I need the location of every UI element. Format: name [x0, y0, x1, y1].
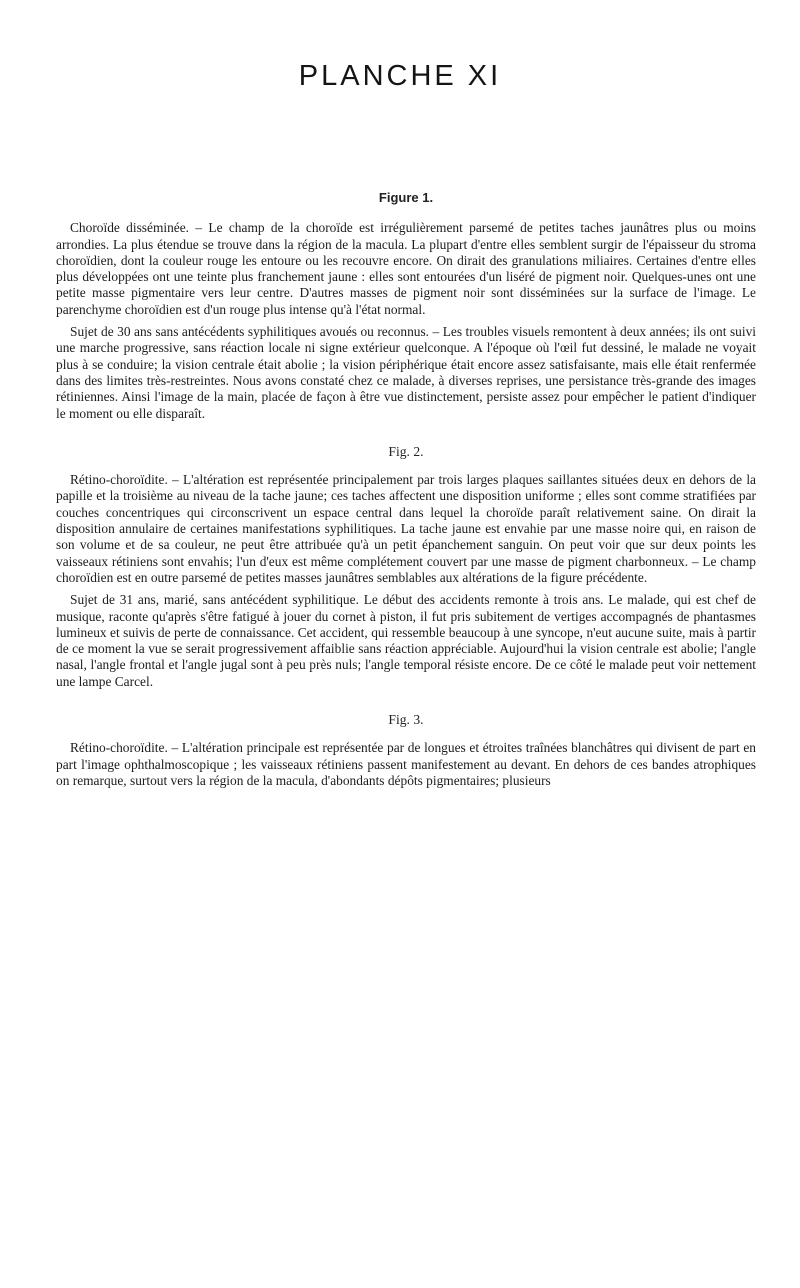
- figure-2-heading: Fig. 2.: [388, 443, 424, 459]
- plate-title: PLANCHE XI: [298, 60, 502, 92]
- figure-3-section: [56, 712, 756, 789]
- section-spacer: [56, 696, 756, 712]
- figure-1-heading: Figure 1.: [378, 190, 434, 205]
- figure-2-case-history: Sujet de 31 ans, marié, sans antécédent syphilitique. Le début des accidents remonte à trois ans. Le malade, qui est chef de musique, raconte qu'après s'être fatigué à jouer du cornet à piston, il fut pris subitement de vertiges accompagnés de phantasmes lumineux et suivis de perte de connaissance. Cet accident, qui ressemble beaucoup à une syncope, n'eut aucune suite, mais à partir de ce moment la vue se serait progressivement affaiblie sans réaction appréciable. Aujourd'hui la vision centrale est abolie; l'angle nasal, l'angle frontal et l'angle jugal sont à peu près nuls; l'angle temporal résiste encore. De ce côté le malade peut voir nettement une lampe Carcel.: [56, 592, 756, 689]
- section-spacer: [56, 428, 756, 444]
- figure-3-heading: Fig. 3.: [388, 712, 424, 728]
- figure-2-description: Rétino-choroïdite. – L'altération est représentée principalement par trois larges plaques saillantes situées deux en dehors de la papille et la troisième au niveau de la tache jaune; ces taches affectent une disposition uniforme ; elles sont comme stratifiées par couches concentriques qui circonscrivent un espace central dans lequel la choroïde paraît relativement saine. On dirait la disposition annulaire de certaines manifestations syphilitiques. La tache jaune est envahie par une masse noire qui, en raison de son volume et de sa couleur, ne peut être attribuée qu'à un petit épanchement sanguin. On peut voir que sur deux points les vaisseaux rétiniens sont envahis; l'un d'eux est même complétement couvert par une masse de pigment charbonneux. – Le champ choroïdien est en outre parsemé de petites masses jaunâtres semblables aux altérations de la figure précédente.: [56, 472, 756, 585]
- figure-1-description: Choroïde disséminée. – Le champ de la choroïde est irrégulièrement parsemé de petites taches jaunâtres plus ou moins arrondies. La plus étendue se trouve dans la région de la macula. La plupart d'entre elles semblent surgir de l'épaisseur du stroma choroïdien, dont la couleur rouge les entoure ou les recouvre encore. On dirait des granulations miliaires. Certaines d'entre elles plus développées ont une teinte plus franchement jaune : elles sont entourées d'un liséré de pigment noir. Quelques-unes ont une petite masse pigmentaire vers leur centre. D'autres masses de pigment noir sont disséminées sur la surface de l'image. Le parenchyme choroïdien est d'un rouge plus intense qu'à l'état normal.: [56, 220, 756, 317]
- figure-1-case-history: Sujet de 30 ans sans antécédents syphilitiques avoués ou reconnus. – Les troubles visuels remontent à deux années; ils ont suivi une marche progressive, sans réaction locale ni signe extérieur quelconque. A l'époque où l'œil fut dessiné, le malade ne voyait plus à se conduire; la vision centrale était abolie ; la vision périphérique était encore assez satisfaisante, mais elle était renfermée dans des limites très-restreintes. Nous avons constaté chez ce malade, à diverses reprises, une persistance très-grande des images rétiniennes. Ainsi l'image de la main, placée de façon à être vue distinctement, persiste assez pour empêcher le patient d'indiquer le moment ou elle disparaît.: [56, 324, 756, 421]
- figure-2-section: [56, 444, 756, 690]
- figure-1-section: [56, 190, 756, 422]
- document-body: [56, 190, 756, 795]
- figure-3-description: Rétino-choroïdite. – L'altération principale est représentée par de longues et étroites traînées blanchâtres qui divisent de part en part l'image ophthalmoscopique ; les vaisseaux rétiniens passent manifestement au devant. En dehors de ces bandes atrophiques on remarque, surtout vers la région de la macula, d'abondants dépôts pigmentaires; plusieurs: [56, 740, 756, 788]
